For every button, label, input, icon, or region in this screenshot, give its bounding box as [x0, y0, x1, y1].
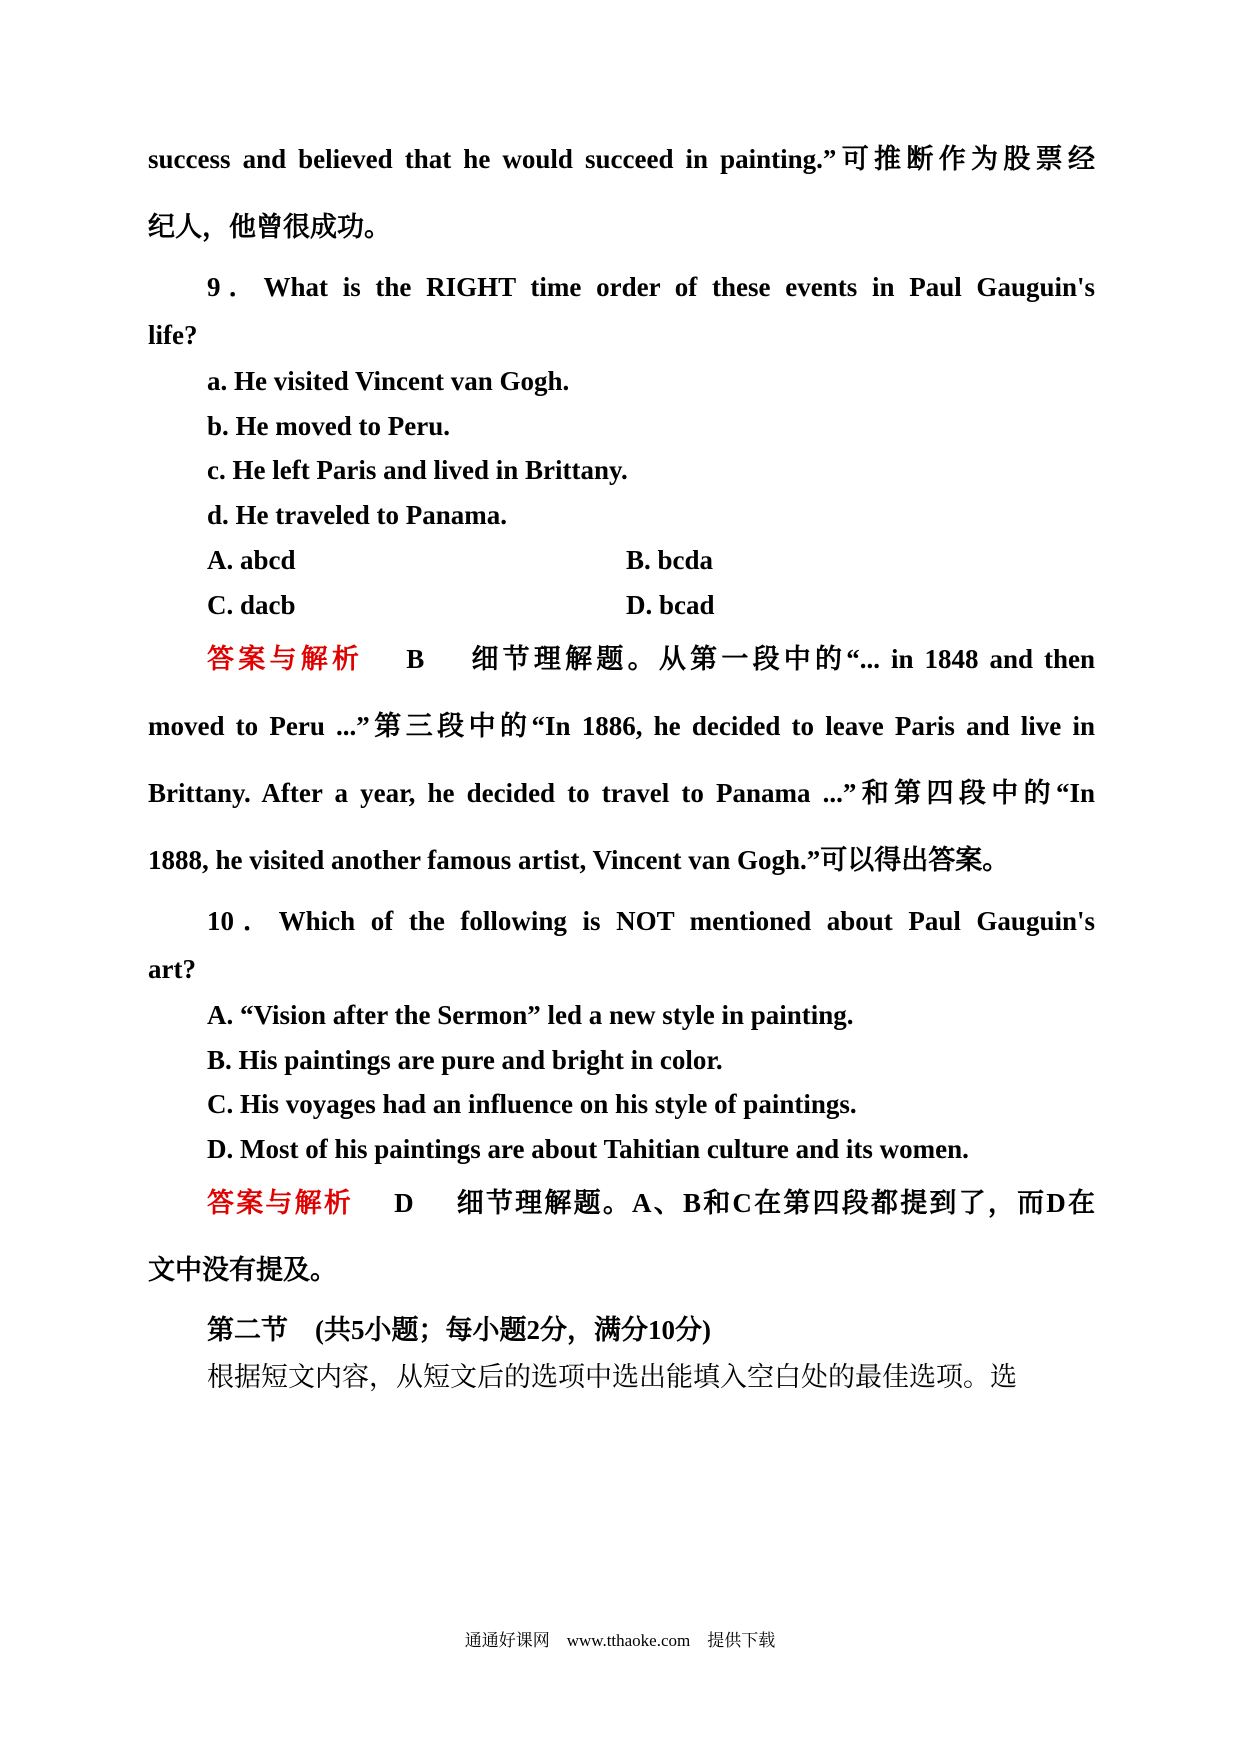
prev-explanation-line-1: success and believed that he would succeed in painting.”可推断作为股票经	[148, 144, 1095, 174]
q10-stem-line-2: art?	[148, 954, 196, 984]
q9-stem-line-2: life?	[148, 320, 198, 350]
q9-explanation-line-4: 1888, he visited another famous artist, Vincent van Gogh.”可以得出答案。	[148, 845, 1010, 875]
q9-explanation-line-2: moved to Peru ...”第三段中的“In 1886, he decided to leave Paris and live in	[148, 711, 1095, 741]
q10-explanation-1: 细节理解题。A、B和C在第四段都提到了，而D在	[454, 1188, 1096, 1218]
q9-option-d: D. bcad	[626, 590, 715, 620]
q9-answer-line-1	[207, 642, 1095, 676]
q9-explanation-1: 细节理解题。从第一段中的“... in 1848 and then	[467, 644, 1096, 674]
q9-stem-line-1: 9．What is the RIGHT time order of these events in Paul Gauguin's	[207, 272, 1095, 302]
q9-option-b: B. bcda	[626, 545, 714, 575]
section-2-heading: 第二节 (共5小题；每小题2分，满分10分)	[207, 1315, 711, 1345]
q9-option-a: A. abcd	[207, 545, 296, 575]
q9-explanation-line-3: Brittany. After a year, he decided to travel to Panama ...”和第四段中的“In	[148, 778, 1095, 808]
q10-answer-line-1	[207, 1186, 1095, 1220]
q9-answer: B	[406, 644, 425, 674]
q9-option-c: C. dacb	[207, 590, 296, 620]
q9-event-d: d. He traveled to Panama.	[207, 500, 507, 530]
page-footer: 通通好课网 www.tthaoke.com 提供下载	[464, 1631, 776, 1650]
q10-explanation-line-2: 文中没有提及。	[148, 1255, 337, 1285]
q9-event-b: b. He moved to Peru.	[207, 411, 450, 441]
q10-option-a: A. “Vision after the Sermon” led a new style in painting.	[207, 1000, 854, 1030]
q10-option-c: C. His voyages had an influence on his style of paintings.	[207, 1089, 857, 1119]
q9-answer-label: 答案与解析	[207, 644, 364, 674]
section-2-instruction: 根据短文内容，从短文后的选项中选出能填入空白处的最佳选项。选	[207, 1362, 1017, 1392]
q10-option-d: D. Most of his paintings are about Tahitian culture and its women.	[207, 1134, 969, 1164]
q10-option-b: B. His paintings are pure and bright in color.	[207, 1045, 723, 1075]
q10-answer: D	[394, 1188, 414, 1218]
q9-event-c: c. He left Paris and lived in Brittany.	[207, 455, 628, 485]
q10-answer-label: 答案与解析	[207, 1188, 354, 1218]
q9-event-a: a. He visited Vincent van Gogh.	[207, 366, 570, 396]
q10-stem-line-1: 10．Which of the following is NOT mentioned about Paul Gauguin's	[207, 906, 1095, 936]
prev-explanation-line-2: 纪人，他曾很成功。	[148, 212, 391, 242]
